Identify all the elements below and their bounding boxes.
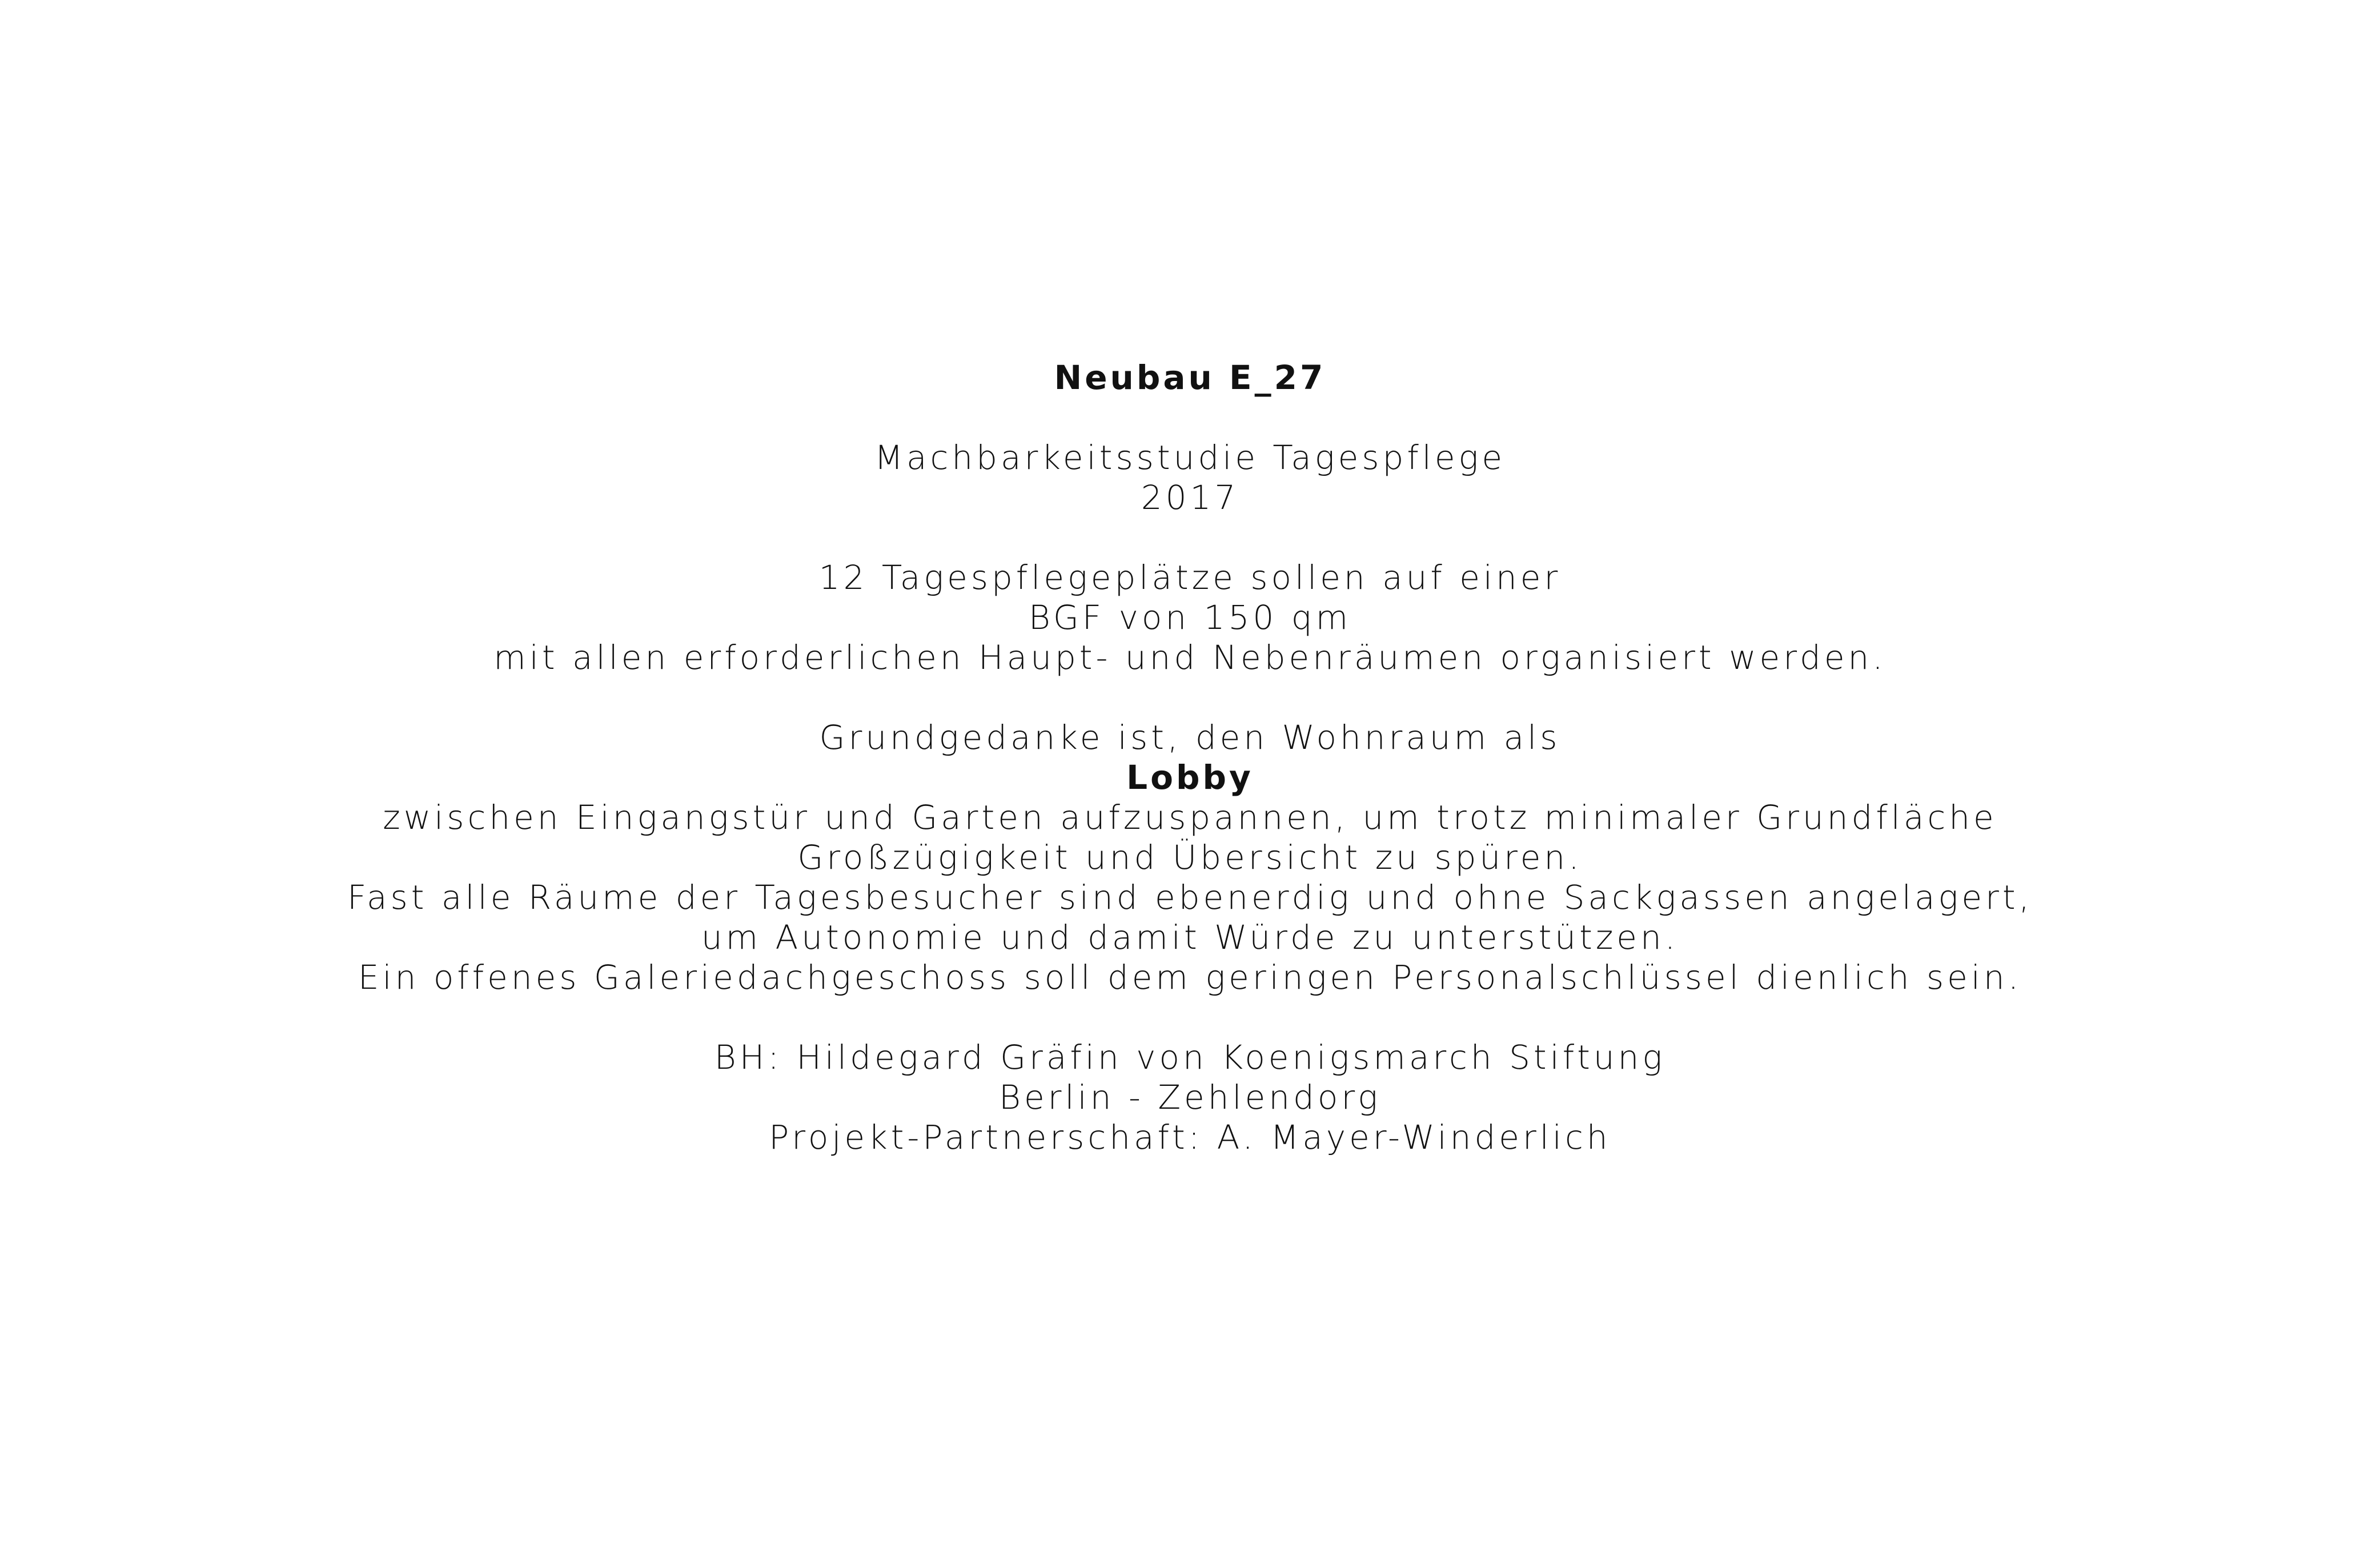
concept-line: Fast alle Räume der Tagesbesucher sind ebenerdig und ohne Sackgassen angelagert,: [347, 878, 2033, 917]
concept-line: Großzügigkeit und Übersicht zu spüren.: [797, 838, 1583, 877]
concept-line: Ein offenes Galeriedachgeschoss soll dem geringen Personalschlüssel dienlich sein.: [358, 958, 2022, 997]
requirement-line: 12 Tagespflegeplätze sollen auf einer: [818, 558, 1562, 597]
document-body: [0, 358, 2380, 1157]
spacer: [0, 518, 2380, 558]
spacer: [0, 677, 2380, 717]
concept-intro: Grundgedanke ist, den Wohnraum als: [819, 718, 1561, 757]
spacer: [0, 997, 2380, 1037]
requirement-line: mit allen erforderlichen Haupt- und Nebenräumen organisiert werden.: [493, 638, 1887, 677]
concept-highlight: Lobby: [1126, 758, 1254, 797]
spacer: [0, 398, 2380, 438]
credit-line: Berlin - Zehlendorg: [999, 1078, 1381, 1117]
concept-line: zwischen Eingangstür und Garten aufzuspannen, um trotz minimaler Grundfläche: [383, 798, 1997, 837]
document-year: 2017: [1141, 478, 1239, 517]
credit-line: Projekt-Partnerschaft: A. Mayer-Winderlich: [769, 1118, 1611, 1157]
document-subtitle: Machbarkeitsstudie Tagespflege: [874, 438, 1506, 477]
credit-line: BH: Hildegard Gräfin von Koenigsmarch Stiftung: [714, 1038, 1666, 1077]
concept-line: um Autonomie und damit Würde zu unterstützen.: [701, 918, 1679, 957]
requirement-line: BGF von 150 qm: [1028, 598, 1352, 637]
document-title: Neubau E_27: [1054, 358, 1326, 397]
